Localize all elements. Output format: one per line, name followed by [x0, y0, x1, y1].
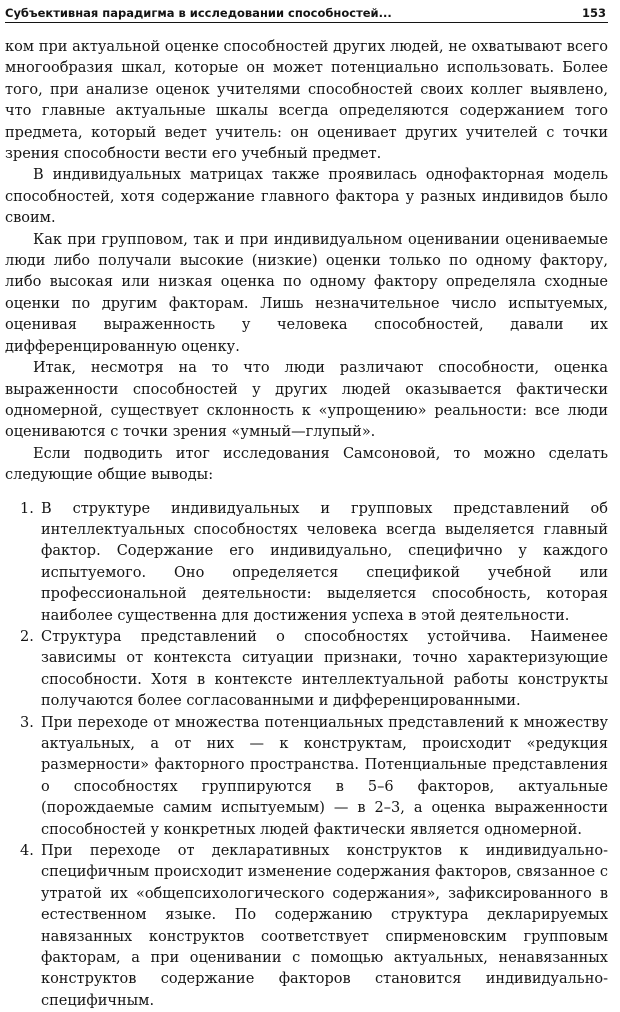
list-item-text: В структуре индивидуальных и групповых представлений об интеллектуальных способностях человека всегда выделяется главный фактор. Содержание его индивидуально, специфично у каждого испытуемого. Оно определяется спецификой учебной или профессиональной деятельности: выделяется способность, которая наиболее существенна для достижения успеха в этой деятельности.	[41, 500, 608, 624]
list-item-text: При переходе от декларативных конструктов к индивидуально-специфичным происходит изменение содержания факторов, связанное с утратой их «общепсихологического содержания», зафиксированного в естественном языке. По содержанию структура декларируемых навязанных конструктов соответствует спирменовским групповым факторам, а при оценивании с помощью актуальных, ненавязанных конструктов содержание факторов становится индивидуально-специфичным.	[41, 843, 608, 1009]
list-item-number: 2.	[20, 628, 34, 645]
list-item	[5, 499, 608, 627]
list-item	[5, 841, 608, 1012]
paragraph: В индивидуальных матрицах также проявилась однофакторная модель способностей, хотя содержание главного фактора у разных индивидов было своим.	[5, 167, 608, 227]
list-item-number: 1.	[20, 500, 34, 517]
list-item-text: Структура представлений о способностях устойчива. Наименее зависимы от контекста ситуации признаки, точно характеризующие способности. Хотя в контексте интеллектуальной работы конструкты получаются более согласованными и дифференцированными.	[41, 628, 608, 710]
paragraph: Если подводить итог исследования Самсоновой, то можно сделать следующие общие выводы:	[5, 445, 608, 484]
page-body	[5, 37, 608, 1012]
page-number: 153	[581, 6, 606, 20]
list-item-number: 4.	[20, 843, 34, 860]
list-item	[5, 627, 608, 713]
list-item-text: При переходе от множества потенциальных представлений к множеству актуальных, а от них — к конструктам, происходит «редукция размерности» факторного пространства. Потенциальные представления о способностях группируются в 5–6 факторов, актуальные (порождаемые самим испытуемым) — в 2–3, а оценка выраженности способностей у конкретных людей фактически является одномерной.	[41, 714, 608, 838]
paragraph: ком при актуальной оценке способностей других людей, не охватывают всего многообразия шкал, которые он может потенциально использовать. Более того, при анализе оценок учителями способностей своих коллег выявлено, что главные актуальные шкалы всегда определяются содержанием того предмета, который ведет учитель: он оценивает других учителей с точки зрения способности вести его учебный предмет.	[5, 39, 608, 163]
list-item	[5, 713, 608, 841]
paragraph: Как при групповом, так и при индивидуальном оценивании оцениваемые люди либо получали высокие (низкие) оценки только по одному фактору, либо высокая или низкая оценка по одному фактору определяла сходные оценки по другим факторам. Лишь незначительное число испытуемых, оценивая выраженность у человека способностей, давали их дифференцированную оценку.	[5, 231, 608, 355]
conclusions-list	[5, 499, 608, 1012]
running-header	[5, 0, 608, 23]
running-title: Субъективная парадигма в исследовании способностей...	[5, 6, 392, 20]
paragraph: Итак, несмотря на то что люди различают способности, оценка выраженности способностей у других людей оказывается фактически одномерной, существует склонность к «упрощению» реальности: все люди оцениваются с точки зрения «умный—глупый».	[5, 360, 608, 441]
list-item-number: 3.	[20, 714, 34, 731]
